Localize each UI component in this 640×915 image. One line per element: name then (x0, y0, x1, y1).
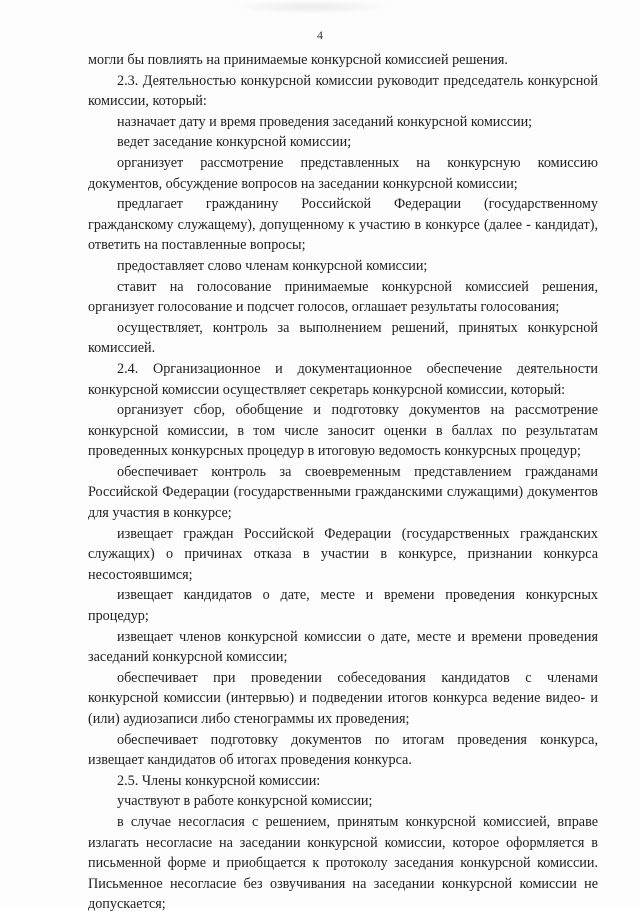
paragraph: извещает граждан Российской Федерации (государственных гражданских служащих) о причинах отказа в участии в конкурсе, признании конкурса несостоявшимся; (88, 525, 598, 583)
paragraph: извещает кандидатов о дате, месте и времени проведения конкурсных процедур; (88, 587, 598, 625)
paragraph: могли бы повлиять на принимаемые конкурсной комиссией решения. (88, 52, 508, 68)
scan-smudge (232, 0, 392, 14)
paragraph: осуществляет, контроль за выполнением решений, принятых конкурсной комиссией. (88, 319, 598, 357)
paragraph: назначает дату и время проведения заседаний конкурсной комиссии; (117, 113, 533, 130)
paragraph: в случае несогласия с решением, принятым конкурсной комиссией, вправе излагать несогласие на заседании конкурсной комиссии, которое оформляется в письменной форме и приобщается к протоколу заседания конкурсной комиссии. Письменное несогласие без озвучивания на заседании конкурсной комиссии не допускается; (88, 813, 598, 913)
document-body (88, 50, 598, 915)
paragraph: обеспечивает при проведении собеседования кандидатов с членами конкурсной комиссии (интервью) и подведении итогов конкурса ведение видео- и (или) аудиозаписи либо стенограммы их проведения; (88, 669, 598, 727)
paragraph: обеспечивает контроль за своевременным представлением гражданами Российской Федерации (государственными гражданскими служащими) документов для участия в конкурсе; (88, 463, 598, 522)
paragraph: участвуют в работе конкурсной комиссии; (117, 793, 373, 810)
paragraph: ведет заседание конкурсной комиссии; (117, 134, 352, 151)
paragraph: 2.5. Члены конкурсной комиссии: (117, 772, 321, 789)
paragraph: 2.4. Организационное и документационное обеспечение деятельности конкурсной комиссии осуществляет секретарь конкурсной комиссии, который: (88, 360, 598, 398)
paragraph: предлагает гражданину Российской Федерации (государственному гражданскому служащему), допущенному к участию в конкурсе (далее - кандидат), ответить на поставленные вопросы; (88, 196, 598, 254)
paragraph: извещает членов конкурсной комиссии о дате, месте и времени проведения заседаний конкурсной комиссии; (88, 628, 598, 666)
paragraph: ставит на голосование принимаемые конкурсной комиссией решения, организует голосование и подсчет голосов, оглашает результаты голосования; (88, 278, 598, 316)
paragraph: организует рассмотрение представленных на конкурсную комиссию документов, обсуждение вопросов на заседании конкурсной комиссии; (88, 154, 598, 192)
paragraph: обеспечивает подготовку документов по итогам проведения конкурса, извещает кандидатов об итогах проведения конкурса. (88, 731, 598, 769)
paragraph: 2.3. Деятельностью конкурсной комиссии руководит председатель конкурсной комиссии, который: (88, 72, 598, 110)
scan-mark (126, 884, 132, 886)
paragraph: организует сбор, обобщение и подготовку документов на рассмотрение конкурсной комиссии, в том числе заносит оценки в баллах по результатам проведенных конкурсных процедур в итоговую ведомость конкурсных процедур; (88, 402, 598, 460)
page-number: 4 (317, 28, 323, 42)
paragraph: предоставляет слово членам конкурсной комиссии; (117, 257, 428, 274)
